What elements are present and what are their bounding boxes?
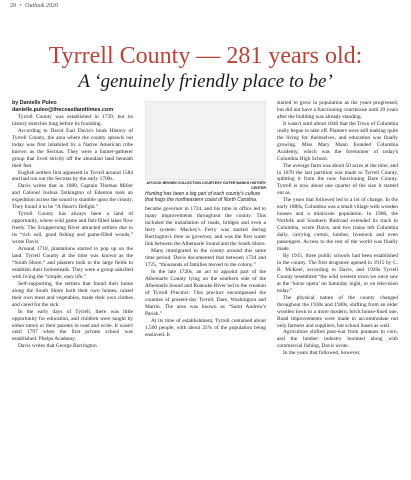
photo-caption: Hunting has been a big part of each county's culture that hugs the northeastern coast of North Carolina. — [145, 191, 261, 204]
page-header — [10, 3, 58, 9]
paragraph: The physical nature of the county changed throughout the 1930s and 1940s, shifting from an older wooden town to a more modern, brick house-lined one. Road improvements were made to accommodate not only farmers and suppliers, but school buses as well. — [277, 294, 398, 329]
paragraph: In the early days of Tyrrell, there was little opportunity for education, and children were taught by either tutors or their parents to read and write. It wasn't until 1797 when the first private school was established: Phelps Academy. — [12, 308, 133, 343]
page-number: 20 — [10, 3, 16, 9]
paragraph: It wasn't until about 1840 that the Town of Columbia really began to take off. Planters were still making quite the living for themselves, and education was finally growing. Miss Mary Mann founded Columbia Academy, which was the forerunner of today's Columbia High School. — [277, 120, 398, 162]
paragraph: Tyrrell County has always been a land of opportunity, where wild game and fish-filled lakes flow freely. The Scuppernong River attracted settlers due to its “rich soil, good fishing and game-filled woods,” wrote Davis. — [12, 211, 133, 246]
paragraph: became governor in 1724, and his time in office led to many improvements throughout the county. This included the installation of roads, bridges and even a ferry system. Mackey's Ferry was started during Burrington's time as governor, and was the first water link between the Albemarle Sound and the South Shore. — [145, 206, 266, 248]
publication-name: Outlook 2020 — [25, 3, 58, 9]
photo-credit: AYCOCK BROWN COLLECTION COURTESY OUTER BANKS HISTORY CENTER — [146, 181, 266, 190]
paragraph: In the late 1720s, an act to appoint part of the Albemarle County lying on the southern side of the Albemarle Sound and Roanoke River led to the creation of Tyrrell Precinct. This precinct encompassed the counties of present-day Tyrrell, Dare, Washington and Martin. The area was known as “Saint Andrew's Parish.” — [145, 268, 266, 317]
article-column-1 — [12, 100, 133, 478]
paragraph: According to David Earl Davis's book History of Tyrrell County, the area where the county sprawls out today was first inhabited by a Native American tribe known as the Secotas. They were a hunter-gatherer group that lived strictly off the abundant land beneath their feet. — [12, 127, 133, 169]
article-subhead: A ‘genuinely friendly place to be’ — [78, 71, 333, 92]
paragraph: Agriculture shifted post-war from potatoes to corn, and the lumber industry boomed along with commercial fishing, Davis wrote. — [277, 329, 398, 350]
paragraph: Around 1710, plantations started to pop up on the land. Tyrrell County at the time was known as the “South Shore,” and planters took to the large fields to establish their homesteads. They were a group satisfied with living the “simple, easy life.” — [12, 246, 133, 280]
article-column-3 — [277, 100, 398, 478]
paragraph: By 1915, three public schools had been established in the county. The first drugstore opened in 1915 by C. B. McKeel, according to Davis, and 1920s Tyrrell County resembled “the wild western town we once saw at the ‘horse opera’ on Saturday night, or on television today.” — [277, 252, 398, 294]
paragraph: The years that followed led to a lot of change. In the early 1880s, Columbia was a small village with wooden houses and a miniscule population. In 1908, the Norfolk and Southern Railroad extended its track to Columbia, wrote Davis, and two trains left Columbia daily, carrying cotton, lumber, livestock and even passengers. Access to the rest of the world was finally made. — [277, 197, 398, 253]
paragraph: Davis writes that in 1680, Captain Thomas Miller and Colonel Joshua Tarkington of Edenton took an expedition across the sound to stumble upon the county. They found it to be “A Heart's Delight.” — [12, 183, 133, 211]
paragraph: Self-supporting, the settlers that found their home along the South Shore built their own homes, raised their own meat and vegetables, made their own clothes and cared for the sick. — [12, 280, 133, 308]
paragraph: English settlers first appeared in Tyrrell around 1584 and had run out the Secotas by the early 1700s. — [12, 169, 133, 183]
paragraph: In the years that followed, however, — [283, 350, 361, 357]
byline-name: by Danielle Puleo — [12, 100, 57, 106]
byline-email[interactable]: danielle.puleo@thecoastlandtimes.com — [12, 106, 114, 113]
paragraph: started to grow in population as the years progressed, but did not have a functioning courthouse until 20 years after the building was already standing. — [277, 100, 398, 120]
paragraph: Davis writes that George Burrington — [18, 343, 97, 350]
article-photo — [145, 101, 266, 180]
paragraph: The average farm was about 50 acres at the time, and in 1870 the last partition was made to Tyrrell County, splitting it from the now functioning Dare County. Tyrrell is now about one quarter of the size it started out as. — [277, 162, 398, 197]
article-headline: Tyrrell County — 281 years old: — [48, 43, 363, 69]
paragraph: Many immigrated to the county around this same time period. Davis documented that between 1724 and 1725, “thousands of families moved to the colony.” — [145, 248, 266, 269]
paragraph: Tyrrell County was established in 1739, but its history stretches long before its founding. — [12, 113, 133, 127]
header-separator: • — [19, 3, 22, 9]
article-column-2 — [145, 100, 266, 478]
paragraph: At its time of establishment, Tyrrell contained about 1,500 people, with about 25% of the population being enslaved. It — [145, 317, 266, 338]
